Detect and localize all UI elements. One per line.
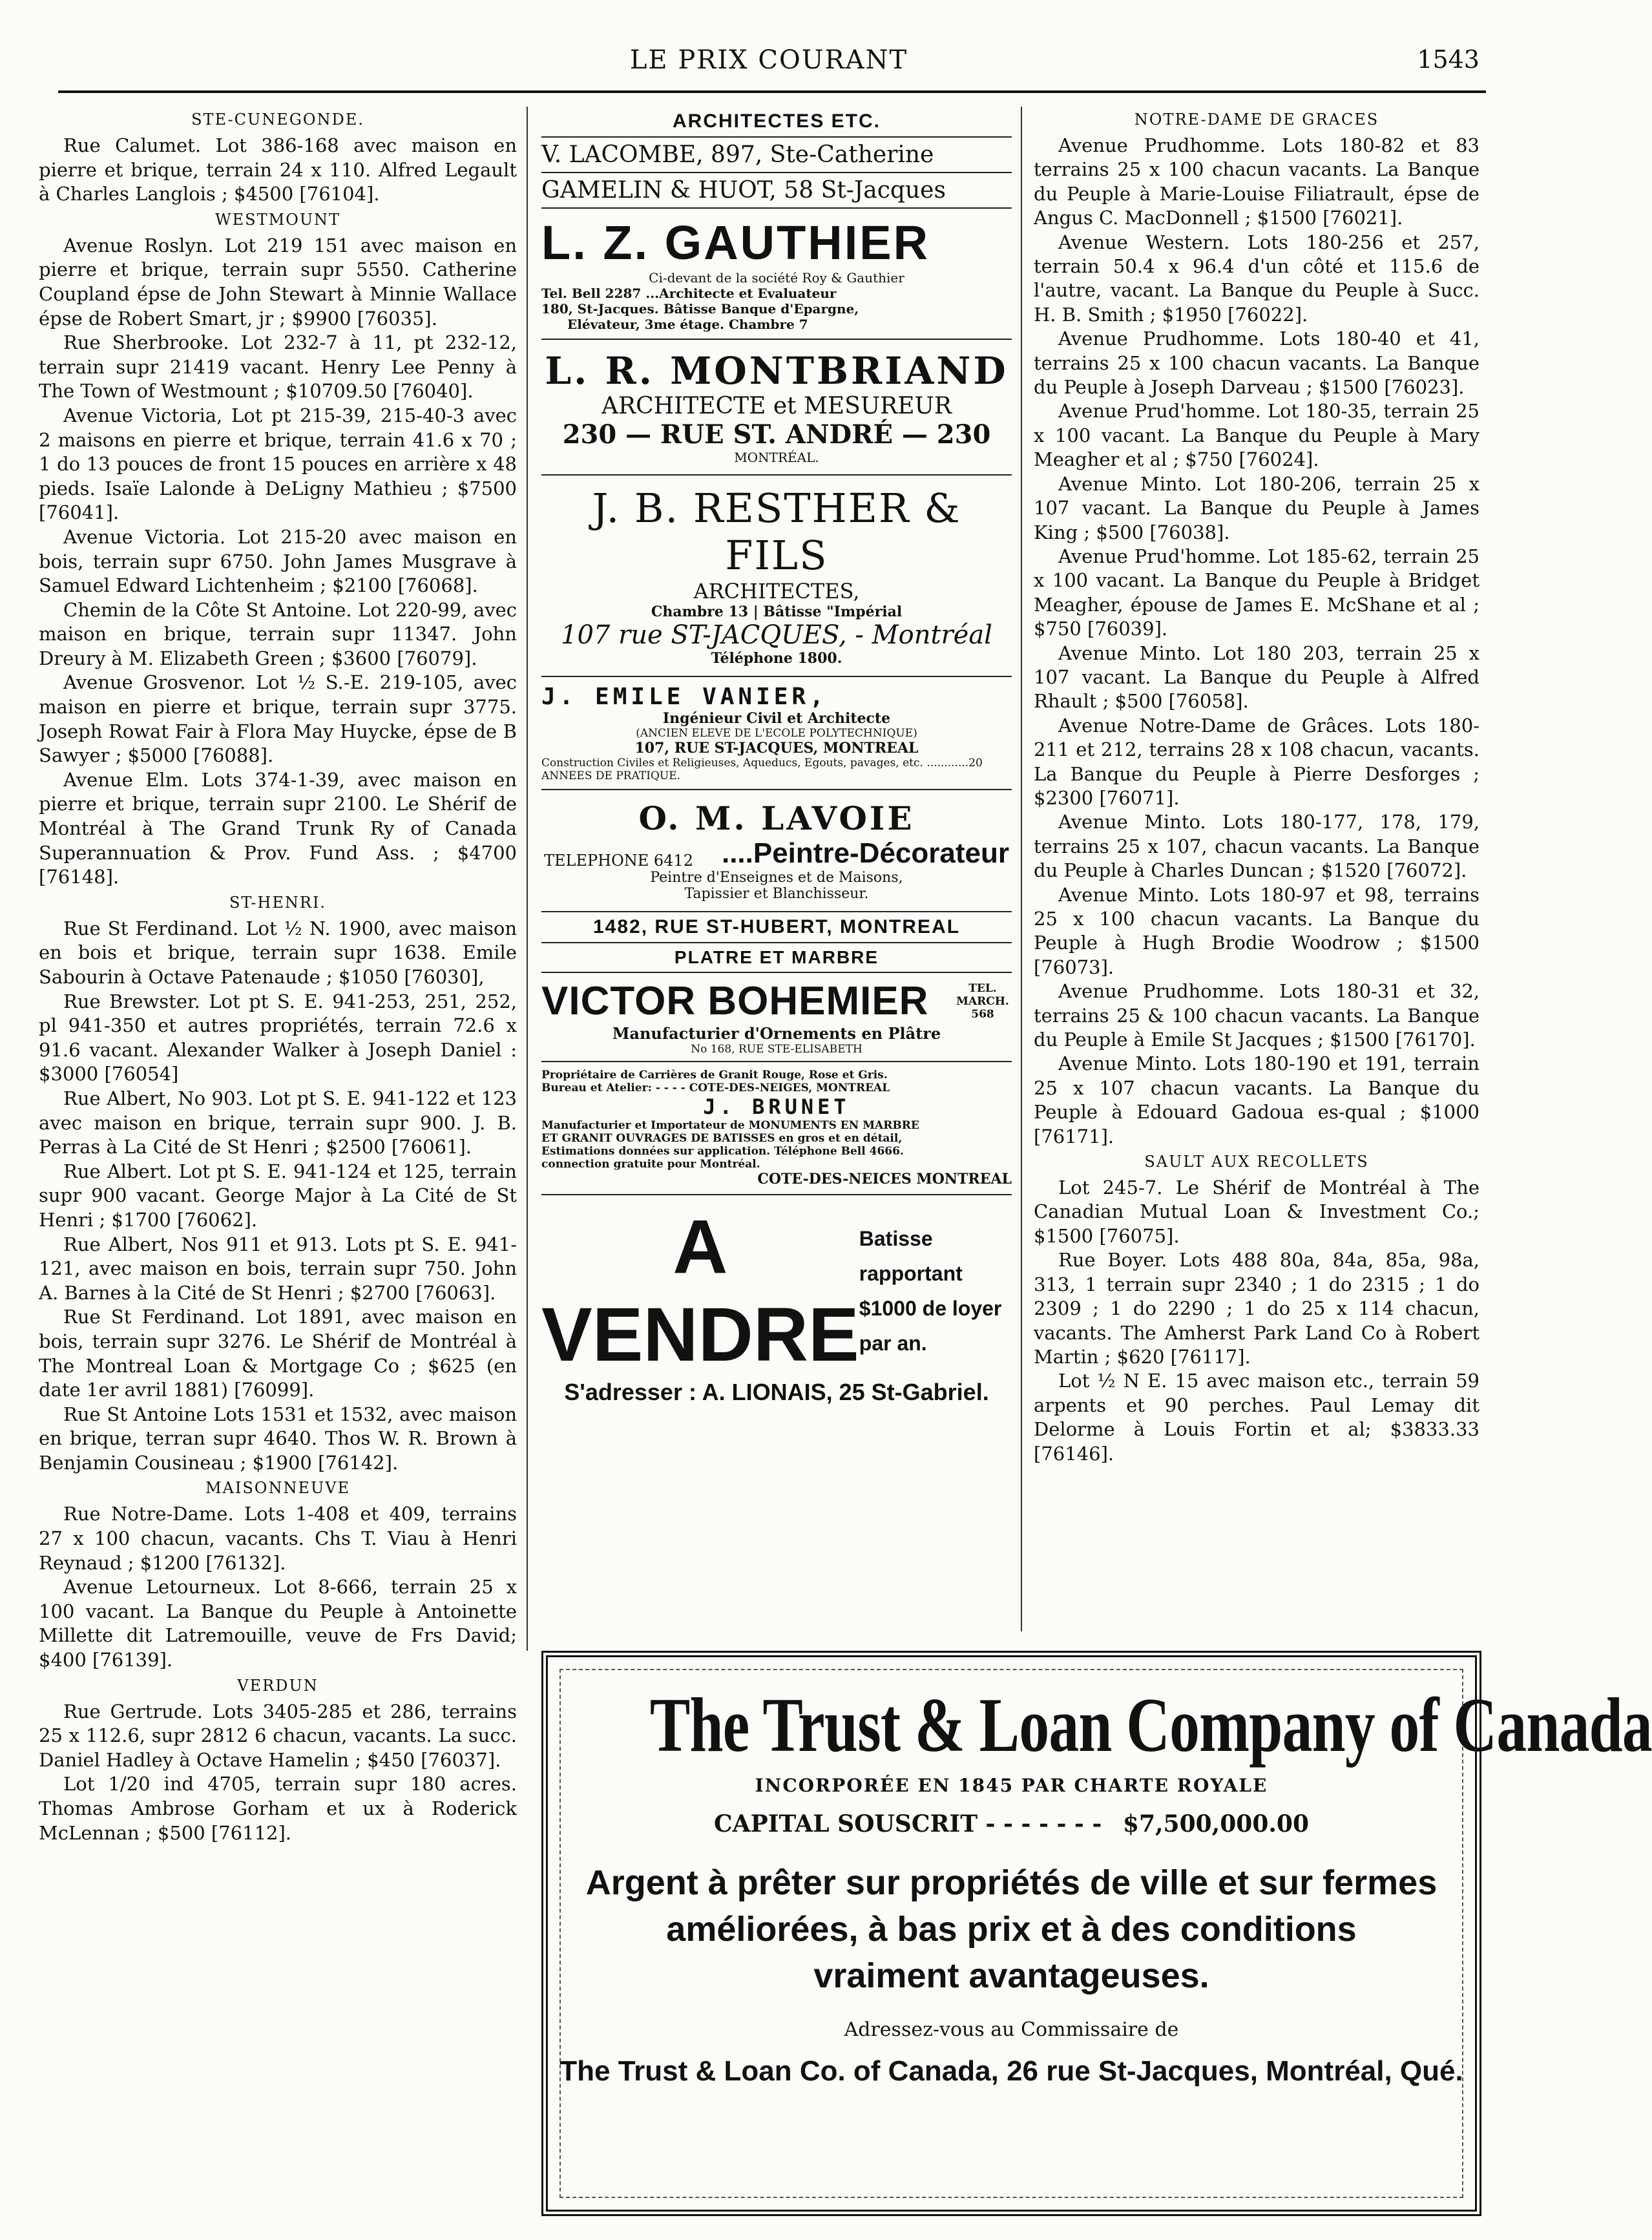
transaction-entry: Avenue Notre-Dame de Grâces. Lots 180-211 et 212, terrains 28 x 108 chacun, vacants. La Banque du Peuple à Pierre Desforges ; $2300 [76071]. — [1034, 714, 1479, 809]
transaction-entry: Avenue Victoria, Lot pt 215-39, 215-40-3 avec 2 maisons en pierre et brique, terrain 41.6 x 70 ; 1 do 13 pouces de front 15 pouces en arrière x 48 pieds. Isaïe Lalonde à DeLigny Mathieu ; $7500 [76041]. — [39, 404, 517, 524]
column-rule-left — [527, 107, 528, 1651]
transaction-entry: Avenue Grosvenor. Lot ½ S.-E. 219-105, avec maison en pierre et brique, terrain supr 3775. Joseph Rowat Fair à Flora May Huycke, épse de B Sawyer ; $5000 [76088]. — [39, 671, 517, 767]
transaction-entry: Lot ½ N E. 15 avec maison etc., terrain 59 arpents et 90 perches. Paul Lemay dit Delorme à Louis Fortin et al; $3833.33 [76146]. — [1034, 1370, 1479, 1465]
column-rule-right — [1021, 107, 1022, 1631]
section-heading: NOTRE-DAME DE GRACES — [1134, 110, 1379, 129]
ad-text: Elévateur, 3me étage. Chambre 7 — [567, 317, 808, 332]
ad-gamelin-huot: GAMELIN & HUOT, 58 St-Jacques — [541, 173, 1012, 209]
ad-text: (ANCIEN ELEVE DE L'ECOLE POLYTECHNIQUE) — [636, 727, 917, 740]
transaction-entry: Avenue Victoria. Lot 215-20 avec maison en bois, terrain supr 6750. John James Musgrave à Samuel Edward Lichtenheim ; $2100 [76068]. — [39, 525, 517, 597]
transaction-entry: Rue Notre-Dame. Lots 1-408 et 409, terrains 27 x 100 chacun, vacants. Chs T. Viau à Henri Reynaud ; $1200 [76132]. — [39, 1503, 517, 1574]
ad-bohemier — [541, 973, 1012, 1062]
transaction-entry: Avenue Minto. Lots 180-190 et 191, terrain 25 x 107 chacun vacants. La Banque du Peuple à Edouard Gadoua es-qual ; $1000 [76171]. — [1034, 1052, 1479, 1147]
transaction-entry: Avenue Prudhomme. Lots 180-82 et 83 terrains 25 x 100 chacun vacants. La Banque du Peuple à Marie-Louise Filiatrault, épse de Angus C. MacDonnell ; $1500 [76021]. — [1034, 134, 1479, 229]
section-heading: SAULT AUX RECOLLETS — [1144, 1153, 1369, 1171]
ad-text: TELEPHONE 6412 — [544, 852, 693, 870]
ad-text: Ci-devant de la société Roy & Gauthier — [649, 270, 904, 286]
ad-text: Bureau et Atelier: - - - - COTE-DES-NEIGES, MONTREAL — [541, 1082, 890, 1094]
ad-text: 230 — RUE ST. ANDRÉ — 230 — [562, 419, 991, 450]
montbriand-name: L. R. MONTBRIAND — [545, 349, 1009, 393]
ad-lacombe: V. LACOMBE, 897, Ste-Catherine — [541, 138, 1012, 173]
ad-lavoie-address: 1482, RUE ST-HUBERT, MONTREAL — [541, 912, 1012, 943]
newspaper-title: LE PRIX COURANT — [629, 45, 908, 75]
architects-heading: ARCHITECTES ETC. — [541, 107, 1012, 138]
resther-name: J. B. RESTHER & FILS — [592, 485, 961, 579]
ad-text: 107, RUE ST-JACQUES, MONTREAL — [634, 740, 919, 757]
vanier-name: J. EMILE VANIER, — [541, 684, 828, 710]
ad-text: Adressez-vous au Commissaire de — [844, 2018, 1179, 2041]
transaction-entry: Avenue Prudhomme. Lots 180-40 et 41, terrains 25 x 100 chacun vacants. La Banque du Peuple à Joseph Darveau ; $1500 [76023]. — [1034, 328, 1479, 399]
page-header — [58, 45, 1479, 84]
transaction-entry: Rue Calumet. Lot 386-168 avec maison en pierre et brique, terrain 24 x 110. Alfred Legault à Charles Langlois ; $4500 [76104]. — [39, 134, 517, 205]
left-column — [39, 107, 517, 1845]
transaction-entry: Avenue Elm. Lots 374-1-39, avec maison en pierre et brique, terrain supr 2100. Le Shérif de Montréal à The Grand Trunk Ry of Canada Superannuation & Prov. Fund Ass. ; $4700 [76148]. — [39, 768, 517, 888]
ad-text: Tapissier et Blanchisseur. — [684, 886, 869, 902]
transaction-entry: Rue Brewster. Lot pt S. E. 941-253, 251, 252, pl 941-350 et autres propriétés, terrain 72.6 x 91.6 vacant. Alexander Walker à Joseph Daniel : $3000 [76054] — [39, 990, 517, 1085]
section-heading: MAISONNEUVE — [205, 1479, 351, 1498]
ad-text: Construction Civiles et Religieuses, Aqueducs, Egouts, pavages, etc. ............20 ANNEES DE PRATIQUE. — [541, 757, 983, 782]
ad-text: TEL. MARCH. 568 — [956, 981, 1009, 1021]
ad-text: S'adresser : A. LIONAIS, 25 St-Gabriel. — [564, 1379, 989, 1405]
ad-vanier — [541, 677, 1012, 790]
header-rule — [58, 90, 1486, 93]
transaction-entry: Rue St Ferdinand. Lot ½ N. 1900, avec maison en bois et brique, terrain supr 1638. Emile Sabourin à Octave Patenaude ; $1050 [76030], — [39, 917, 517, 988]
transaction-entry: Avenue Minto. Lots 180-97 et 98, terrains 25 x 100 chacun vacants. La Banque du Peuple à Hugh Brodie Woodrow ; $1500 [76073]. — [1034, 883, 1479, 978]
ad-text: No 168, RUE STE-ELISABETH — [691, 1043, 863, 1056]
ad-text: COTE-DES-NEICES MONTREAL — [757, 1171, 1012, 1188]
ad-text: Chambre 13 | Bâtisse "Impérial — [651, 603, 903, 620]
ad-text: 180, St-Jacques. Bâtisse Banque d'Epargne, — [541, 301, 859, 317]
ad-text: Ingénieur Civil et Architecte — [662, 710, 891, 727]
ad-gauthier — [541, 209, 1012, 340]
transaction-entry: Avenue Prud'homme. Lot 185-62, terrain 25 x 100 vacant. La Banque du Peuple à Bridget Meagher, épouse de James E. McShane et al ; $750 [76039]. — [1034, 545, 1479, 640]
capital-value: $7,500,000.00 — [1122, 1810, 1309, 1837]
ad-text: INCORPORÉE EN 1845 PAR CHARTE ROYALE — [755, 1775, 1268, 1796]
transaction-entry: Rue St Antoine Lots 1531 et 1532, avec maison en brique, terran supr 4640. Thos W. R. Brown à Benjamin Cousineau ; $1900 [76142]. — [39, 1403, 517, 1474]
ad-text: ET GRANIT OUVRAGES DE BATISSES en gros et en détail, — [541, 1132, 903, 1145]
right-column — [1034, 107, 1479, 1466]
section-heading: ST-HENRI. — [229, 893, 327, 912]
ad-montbriand — [541, 340, 1012, 476]
ad-text: améliorées, à bas prix et à des conditions — [666, 1910, 1357, 1949]
transaction-entry: Avenue Prud'homme. Lot 180-35, terrain 25 x 100 vacant. La Banque du Peuple à Mary Meagher et al ; $750 [76024]. — [1034, 400, 1479, 471]
ad-text: ARCHITECTES, — [693, 579, 860, 603]
transaction-entry: Rue Albert. Lot pt S. E. 941-124 et 125, terrain supr 900 vacant. George Major à La Cité de St Henri ; $1700 [76062]. — [39, 1160, 517, 1231]
ad-brunet — [541, 1062, 1012, 1195]
ad-text: Propriétaire de Carrières de Granit Rouge, Rose et Gris. — [541, 1069, 888, 1082]
plaster-marble-heading: PLATRE ET MARBRE — [541, 943, 1012, 973]
transaction-entry: Rue St Ferdinand. Lot 1891, avec maison en bois, terrain supr 3276. Le Shérif de Montréal à The Montreal Loan & Mortgage Co ; $625 (en date 1er avril 1881) [76099]. — [39, 1306, 517, 1401]
transaction-entry: Chemin de la Côte St Antoine. Lot 220-99, avec maison en brique, terrain supr 11347. John Dreury à M. Elizabeth Green ; $3600 [76079]. — [39, 598, 517, 669]
transaction-entry: Avenue Letourneux. Lot 8-666, terrain 25 x 100 vacant. La Banque du Peuple à Antoinette Millette dit Latremouille, veuve de Frs David; $400 [76139]. — [39, 1576, 517, 1671]
ad-a-vendre — [541, 1195, 1012, 1414]
ad-text: Téléphone 1800. — [711, 650, 842, 667]
section-heading: WESTMOUNT — [214, 210, 341, 229]
section-heading: STE-CUNEGONDE. — [191, 110, 364, 129]
ad-text: Manufacturier et Importateur de MONUMENTS EN MARBRE — [541, 1119, 919, 1132]
transaction-entry: Lot 1/20 ind 4705, terrain supr 180 acres. Thomas Ambrose Gorham et ux à Roderick McLennan ; $500 [76112]. — [39, 1773, 517, 1844]
trust-company-title: The Trust & Loan Company of Canada — [649, 1682, 1652, 1768]
ad-resther — [541, 476, 1012, 677]
transaction-entry: Avenue Minto. Lot 180 203, terrain 25 x 107 vacant. La Banque du Peuple à Alfred Rhault ; $500 [76058]. — [1034, 642, 1479, 713]
transaction-entry: Rue Albert, Nos 911 et 913. Lots pt S. E. 941-121, avec maison en bois, terrain supr 750. John A. Barnes à la Cité de St Henri ; $2700 [76063]. — [39, 1233, 517, 1304]
lavoie-name: O. M. LAVOIE — [638, 799, 915, 837]
page-number: 1543 — [1417, 45, 1479, 74]
ad-text: vraiment avantageuses. — [813, 1956, 1209, 1995]
ad-text: ....Peintre-Décorateur — [721, 837, 1009, 869]
ad-text: connection gratuite pour Montréal. — [541, 1158, 760, 1171]
ad-text: 107 rue ST-JACQUES, - Montréal — [561, 620, 992, 650]
ad-text: Estimations données sur application. Téléphone Bell 4666. — [541, 1145, 904, 1158]
transaction-entry: Lot 245-7. Le Shérif de Montréal à The Canadian Mutual Loan & Investment Co.; $1500 [76075]. — [1034, 1177, 1479, 1247]
section-heading: VERDUN — [237, 1676, 319, 1695]
transaction-entry: Rue Boyer. Lots 488 80a, 84a, 85a, 98a, 313, 1 terrain supr 2340 ; 1 do 2315 ; 1 do 2309 ; 1 do 2290 ; 1 do 25 x 114 chacun, vacants. The Amherst Park Land Co à Robert Martin ; $620 [76117]. — [1034, 1249, 1479, 1368]
trust-loan-advertisement — [541, 1651, 1652, 2216]
transaction-entry: Rue Albert, No 903. Lot pt S. E. 941-122 et 123 avec maison en brique, terrain supr 900. J. B. Perras à La Cité de St Henri ; $2500 [76061]. — [39, 1087, 517, 1158]
transaction-entry: Avenue Minto. Lot 180-206, terrain 25 x 107 vacant. La Banque du Peuple à James King ; $500 [76038]. — [1034, 472, 1479, 543]
transaction-entry: Avenue Roslyn. Lot 219 151 avec maison en pierre et brique, terrain supr 5550. Catherine Coupland épse de John Stewart à Minnie Wallace épse de Robert Smart, jr ; $9900 [76035]. — [39, 234, 517, 330]
a-vendre-heading: A VENDRE — [541, 1204, 859, 1377]
trust-address: The Trust & Loan Co. of Canada, 26 rue St-Jacques, Montréal, Qué. — [559, 2055, 1463, 2087]
capital-label: CAPITAL SOUSCRIT - - - - - - - — [713, 1810, 1102, 1837]
brunet-name: J. BRUNET — [703, 1094, 850, 1119]
ad-text: Argent à prêter sur propriétés de ville et sur fermes — [585, 1863, 1438, 1902]
transaction-entry: Rue Gertrude. Lots 3405-285 et 286, terrains 25 x 112.6, supr 2812 6 chacun, vacants. La succ. Daniel Hadley à Octave Hamelin ; $450 [76037]. — [39, 1700, 517, 1771]
ad-text: Peintre d'Enseignes et de Maisons, — [650, 870, 903, 886]
ad-text: ARCHITECTE et MESUREUR — [601, 393, 952, 419]
bohemier-name: VICTOR BOHEMIER — [541, 979, 929, 1023]
transaction-entry: Avenue Prudhomme. Lots 180-31 et 32, terrains 25 & 100 chacun vacants. La Banque du Peuple à Emile St Jacques ; $1500 [76170]. — [1034, 980, 1479, 1051]
middle-column-ads — [541, 107, 1012, 1414]
transaction-entry: Rue Sherbrooke. Lot 232-7 à 11, pt 232-12, terrain supr 21419 vacant. Henry Lee Penny à The Town of Westmount ; $10709.50 [76040]. — [39, 331, 517, 403]
transaction-entry: Avenue Western. Lots 180-256 et 257, terrain 50.4 x 96.4 d'un côté et 115.6 de l'autre, vacant. La Banque du Peuple à Succ. H. B. Smith ; $1950 [76022]. — [1034, 231, 1479, 326]
gauthier-name: L. Z. GAUTHIER — [541, 216, 930, 269]
ad-text: MONTRÉAL. — [734, 450, 819, 465]
ad-text: Manufacturier d'Ornements en Plâtre — [612, 1024, 941, 1043]
transaction-entry: Avenue Minto. Lots 180-177, 178, 179, terrains 25 x 107, chacun vacants. La Banque du Peuple à Charles Duncan ; $1520 [76072]. — [1034, 811, 1479, 882]
ad-text: Batisse rapportant — [859, 1227, 963, 1285]
ad-text: Tel. Bell 2287 ...Architecte et Evaluateur — [541, 286, 837, 301]
ad-text: $1000 de loyer par an. — [859, 1297, 1002, 1355]
ad-lavoie — [541, 790, 1012, 912]
